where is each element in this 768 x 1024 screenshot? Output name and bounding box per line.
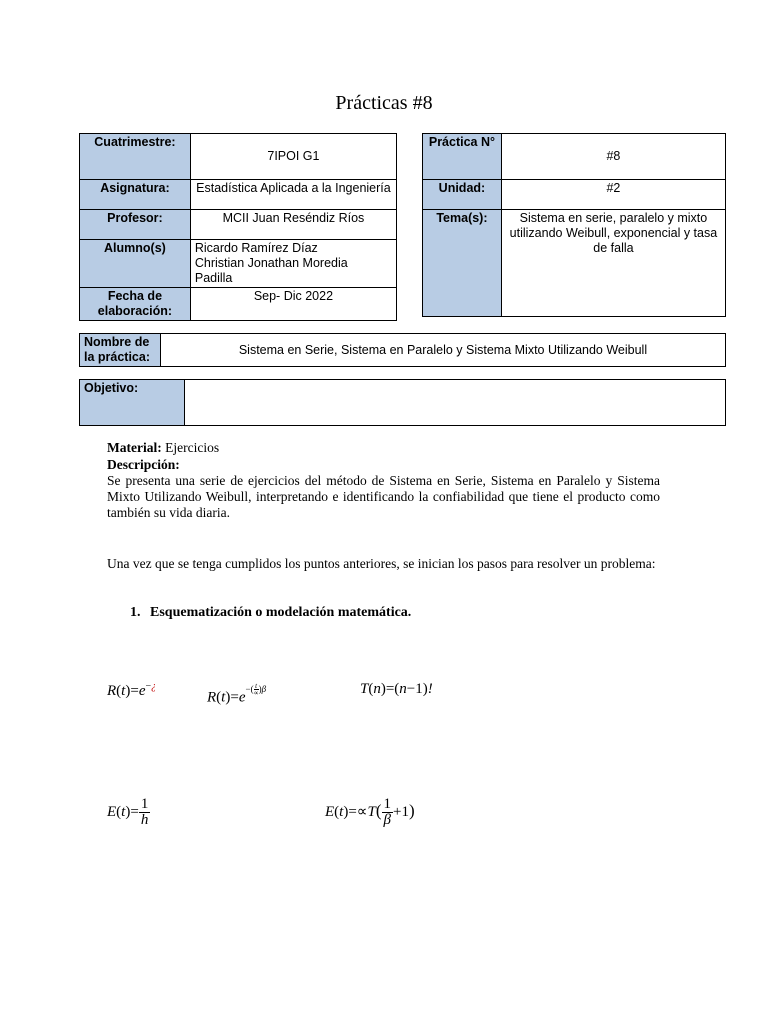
equation-expected-exponential: E(t)= $\frac{1}{h}$ [107,796,149,828]
material-value: Ejercicios [165,440,220,455]
equation-weibull-reliability: $R(t)=e^{-( t \propto )\beta}$ [207,682,267,706]
step-1 [130,605,411,621]
alumnos-value [190,240,396,288]
alumno-line: Ricardo Ramírez Díaz [194,241,318,255]
step-1-number: 1. [130,605,141,620]
alumnos-label: Alumno(s) [80,240,191,288]
cuatrimestre-label: Cuatrimestre: [80,134,191,180]
equation-expected-weibull: E(t)=∝T( $\frac{1}{\beta}$ +1) [325,796,415,828]
fecha-label: Fecha de elaboración: [80,288,191,321]
profesor-value: MCII Juan Reséndiz Ríos [190,210,396,240]
course-info-table [79,133,397,321]
practica-label: Práctica N° [423,134,502,180]
asignatura-label: Asignatura: [80,180,191,210]
material-label: Material: [107,440,162,455]
alumno-line: Padilla [194,271,233,285]
alumno-line: Christian Jonathan Moredia [194,256,348,270]
temas-label: Tema(s): [423,210,502,317]
intro-paragraph: Una vez que se tenga cumplidos los puntos anteriores, se inician los pasos para resolver un problema: [107,556,656,571]
page-title: Prácticas #8 [335,92,433,114]
practice-name-label: Nombre de la práctica: [80,334,161,367]
objective-table [79,379,726,426]
objective-value [184,380,725,426]
description-text: Se presenta una serie de ejercicios del método de Sistema en Serie, Sistema en Paralelo y Sistema Mixto Utilizando Weibull, interpretando e identificando la confiabilidad que tiene el producto como también su vida diaria. [107,473,660,520]
practica-value: #8 [501,134,725,180]
equation-exponential-reliability: R(t)=e−¿ [107,681,157,699]
practice-name-table [79,333,726,367]
temas-value: Sistema en serie, paralelo y mixto utilizando Weibull, exponencial y tasa de falla [501,210,725,317]
practice-info-table [422,133,726,317]
fraction: $\frac{1}{h}$ [140,796,149,828]
unidad-label: Unidad: [423,180,502,210]
material-line [107,440,660,456]
objective-label: Objetivo: [80,380,185,426]
practice-name-value: Sistema en Serie, Sistema en Paralelo y Sistema Mixto Utilizando Weibull [160,334,725,367]
fecha-value: Sep- Dic 2022 [190,288,396,321]
fraction: $\frac{1}{\beta}$ [383,796,392,828]
equation-gamma: T(n)=(n−1)! [360,681,433,697]
step-1-text: Esquematización o modelación matemática. [150,605,412,620]
description-label: Descripción: [107,457,180,472]
profesor-label: Profesor: [80,210,191,240]
cuatrimestre-value: 7IPOI G1 [190,134,396,180]
unidad-value: #2 [501,180,725,210]
asignatura-value: Estadística Aplicada a la Ingeniería [190,180,396,210]
